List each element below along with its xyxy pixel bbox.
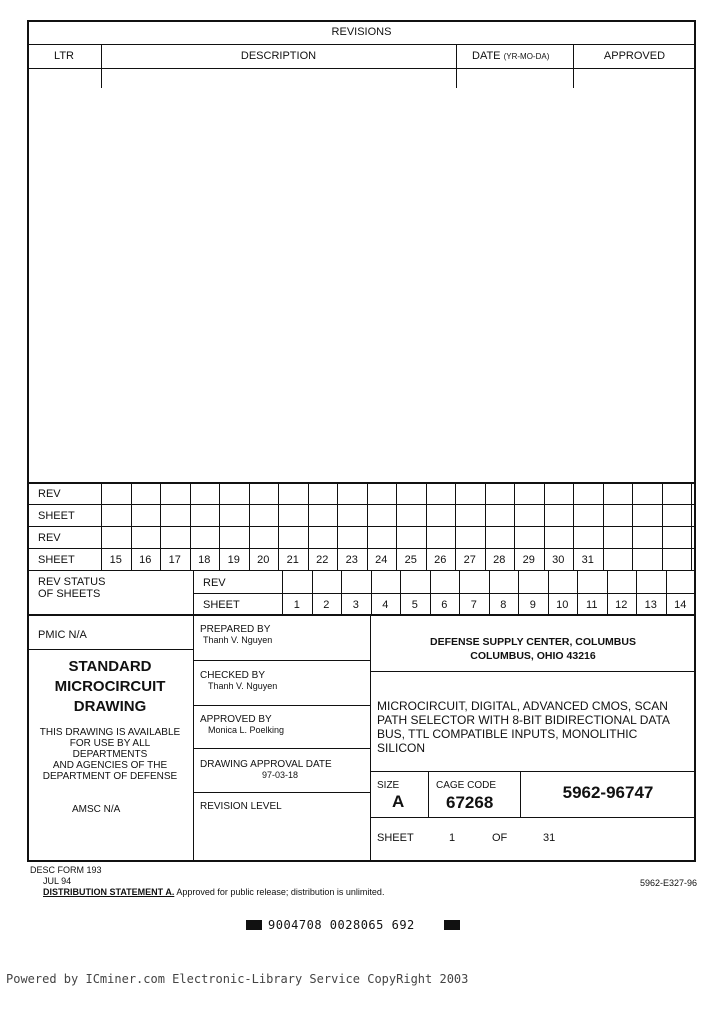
grid-line [27,570,696,571]
sheet-number-cell: 15 [109,554,122,566]
col-description: DESCRIPTION [240,50,317,62]
title-divider [193,614,194,862]
sheet-number-cell: 5 [411,599,418,611]
sheet-label-1: SHEET [38,510,75,522]
right-line [370,817,696,818]
barcode-block-right [444,920,460,930]
right-line [370,671,696,672]
grid-line [27,548,696,549]
sheet-label-3: SHEET [203,599,240,611]
grid-line [662,482,663,570]
revisions-title: REVISIONS [331,26,392,38]
availability-2: FOR USE BY ALL [69,738,151,749]
sheet-number-cell: 1 [293,599,300,611]
cage-code-value: 67268 [446,793,494,812]
standard-title-2: MICROCIRCUIT [54,678,166,695]
distribution-label: DISTRIBUTION STATEMENT A. [43,887,175,897]
size-label: SIZE [377,780,400,791]
pmic-label: PMIC N/A [38,629,87,641]
availability-5: DEPARTMENT OF DEFENSE [42,771,178,782]
barcode-number: 9004708 0028065 692 [268,918,415,932]
right-code: 5962-E327-96 [640,878,698,888]
title-line-4: SILICON [377,741,426,755]
sheet-number-cell: 8 [500,599,507,611]
revision-level-label: REVISION LEVEL [200,801,282,812]
col-date-format: (YR-MO-DA) [503,52,550,61]
rev-status-label: REV STATUS [38,576,106,588]
sheet-number-cell: 7 [470,599,477,611]
sheet-info-of: OF [492,832,508,844]
amsc-label: AMSC N/A [72,804,121,815]
sheet-number-cell: 19 [227,554,240,566]
distribution-statement [43,887,384,897]
sheet-number-cell: 14 [674,599,687,611]
title-line-2: PATH SELECTOR WITH 8-BIT BIDIRECTIONAL DATA [377,713,670,727]
sheet-number-cell: 29 [522,554,535,566]
approval-date-value: 97-03-18 [262,770,299,780]
title-line-1: MICROCIRCUIT, DIGITAL, ADVANCED CMOS, SCAN [377,699,668,713]
sheet-info-total: 31 [543,832,556,844]
availability-3: DEPARTMENTS [72,749,148,760]
sheet-number-cell: 12 [615,599,628,611]
rev-label-1: REV [38,488,61,500]
rev-label-2: REV [38,532,61,544]
size-value: A [392,792,405,811]
sheet-number-cell: 20 [257,554,270,566]
grid-line [691,482,692,570]
sheet-number-cell: 2 [323,599,330,611]
approved-label: APPROVED BY [200,714,272,725]
sheet-number-cell: 24 [375,554,388,566]
form-number: DESC FORM 193 [30,865,102,875]
pmic-line [27,649,193,650]
powered-by: Powered by ICminer.com Electronic-Library Service CopyRight 2003 [6,972,469,986]
of-sheets-label: OF SHEETS [38,588,101,600]
sheet-info-num: 1 [449,832,456,844]
sheet-number-cell: 31 [581,554,594,566]
grid-line [193,570,194,616]
form-date: JUL 94 [43,876,72,886]
checked-name: Thanh V. Nguyen [208,681,278,691]
sheet-info-label: SHEET [377,832,414,844]
sheet-label-2: SHEET [38,554,75,566]
approved-name: Monica L. Poelking [208,725,285,735]
dscc-line-2: COLUMBUS, OHIO 43216 [470,650,596,662]
mid-line [193,748,370,749]
revisions-frame [27,20,696,484]
grid-line [695,570,696,614]
rev-label-3: REV [203,577,226,589]
checked-label: CHECKED BY [200,670,266,681]
drawing-number: 5962-96747 [562,783,654,802]
sheet-number-cell: 10 [556,599,569,611]
sheet-number-cell: 26 [434,554,447,566]
sheet-number-cell: 22 [316,554,329,566]
sheet-number-cell: 18 [198,554,211,566]
sheet-number-cell: 9 [529,599,536,611]
cage-code-label: CAGE CODE [436,780,497,791]
sheet-number-cell: 11 [586,599,598,611]
rev-header-line-2 [27,68,696,69]
col-date-label: DATE [472,50,501,62]
sheet-number-cell: 3 [352,599,359,611]
grid-line [27,504,696,505]
sheet-number-cell: 6 [441,599,448,611]
standard-title-3: DRAWING [73,698,147,715]
mid-line [193,705,370,706]
col-ltr: LTR [54,50,74,62]
col-date [472,50,549,62]
barcode-block-left [246,920,262,930]
sheet-number-cell: 16 [139,554,152,566]
sheet-number-cell: 21 [286,554,299,566]
sheet-number-cell: 23 [345,554,358,566]
right-line [370,771,696,772]
sheet-number-cell: 27 [463,554,476,566]
title-line-3: BUS, TTL COMPATIBLE INPUTS, MONOLITHIC [377,727,638,741]
rev-col-divider [456,44,457,88]
grid-line [603,482,604,570]
sheet-number-cell: 17 [168,554,181,566]
sheet-number-cell: 4 [382,599,389,611]
sheet-number-cell: 13 [644,599,657,611]
availability-4: AND AGENCIES OF THE [52,760,168,771]
sheet-number-cell: 25 [404,554,417,566]
grid-line [632,482,633,570]
sheet-status-frame [27,482,696,616]
standard-title-1: STANDARD [68,658,152,675]
sheet-number-cell: 30 [552,554,565,566]
dscc-line-1: DEFENSE SUPPLY CENTER, COLUMBUS [430,636,636,648]
sheet-number-cell: 28 [493,554,506,566]
grid-line [27,526,696,527]
prepared-label: PREPARED BY [200,624,271,635]
distribution-text: Approved for public release; distribution is unlimited. [174,887,385,897]
col-approved: APPROVED [603,50,666,62]
approval-date-label: DRAWING APPROVAL DATE [200,759,332,770]
rev-header-line [27,44,696,45]
mid-line [193,660,370,661]
right-divider [428,771,429,817]
availability-1: THIS DRAWING IS AVAILABLE [39,727,181,738]
prepared-name: Thanh V. Nguyen [203,635,273,645]
mid-line [193,792,370,793]
grid-line [193,593,696,594]
